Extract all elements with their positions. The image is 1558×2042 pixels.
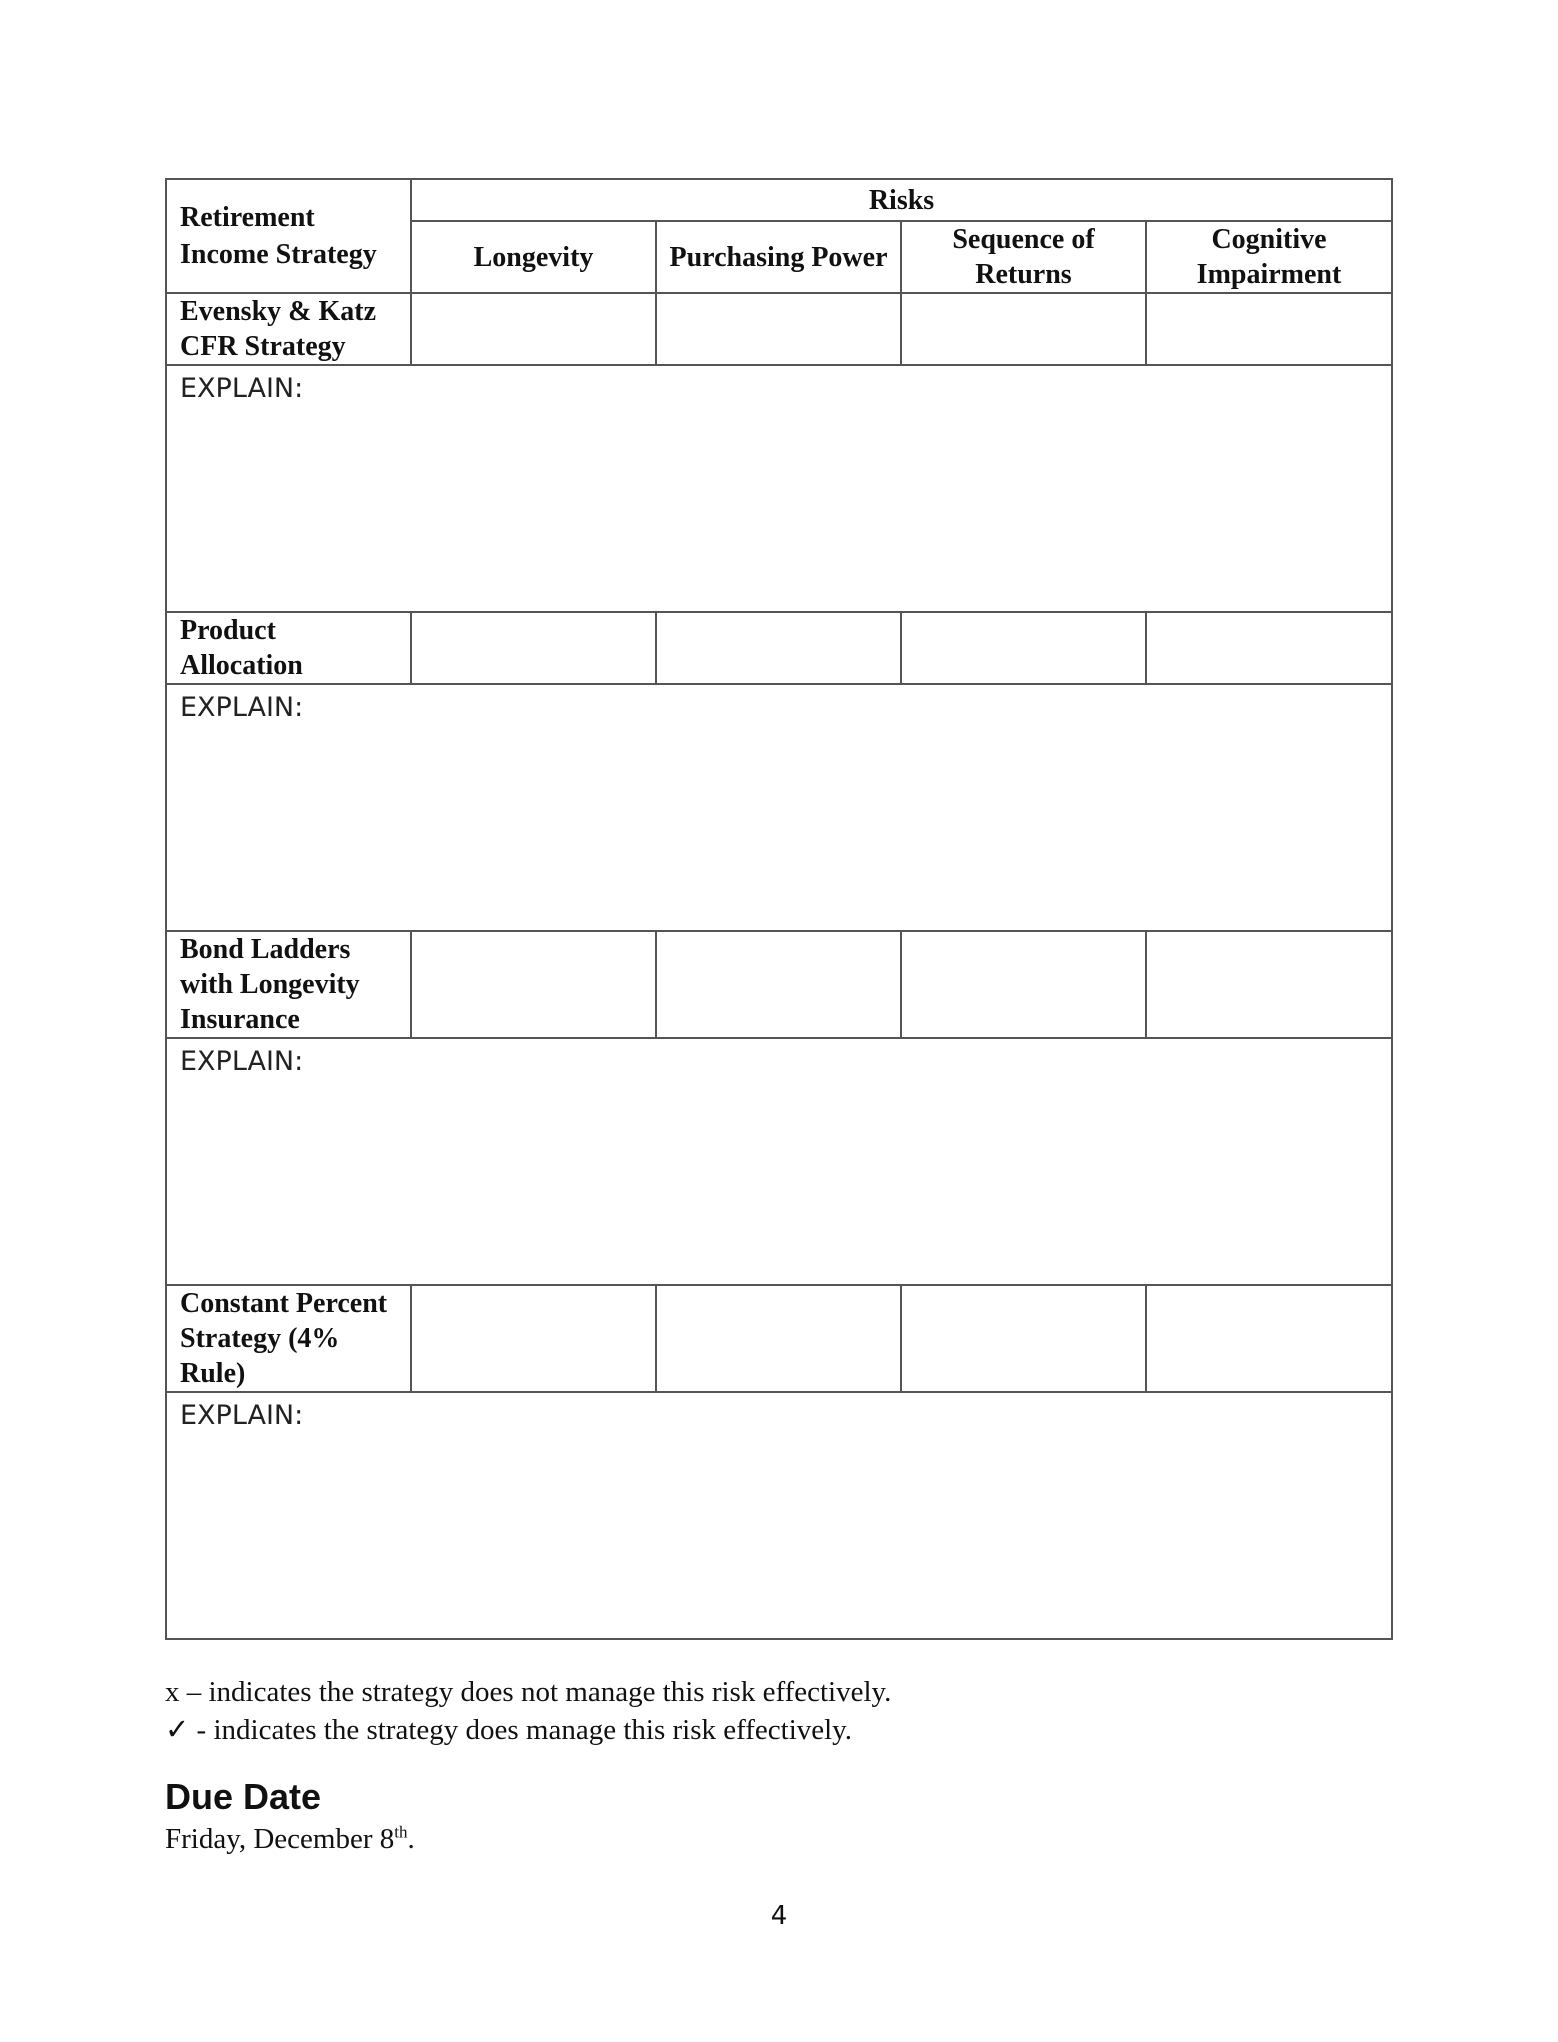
risk-header-sequence-of-returns: Sequence of Returns [901, 221, 1146, 293]
explain-box[interactable]: EXPLAIN: [166, 1038, 1392, 1285]
rating-cell-cognitive-impairment[interactable] [1146, 931, 1392, 1038]
rating-cell-sequence-of-returns[interactable] [901, 1285, 1146, 1392]
rating-cell-purchasing-power[interactable] [656, 931, 901, 1038]
legend-x-line: x – indicates the strategy does not manage this risk effectively. [165, 1676, 892, 1708]
risks-group-header: Risks [411, 179, 1392, 221]
rating-cell-sequence-of-returns[interactable] [901, 293, 1146, 365]
table-row [166, 1285, 1392, 1392]
rating-cell-sequence-of-returns[interactable] [901, 931, 1146, 1038]
due-date-end: . [407, 1823, 415, 1855]
explain-box[interactable]: EXPLAIN: [166, 684, 1392, 931]
risk-header-cognitive-impairment: Cognitive Impairment [1146, 221, 1392, 293]
rating-cell-cognitive-impairment[interactable] [1146, 1285, 1392, 1392]
explain-box[interactable]: EXPLAIN: [166, 365, 1392, 612]
page-number: 4 [770, 1901, 788, 1931]
strategy-name: Bond Ladders with Longevity Insurance [166, 931, 411, 1038]
rating-cell-longevity[interactable] [411, 293, 656, 365]
rating-cell-sequence-of-returns[interactable] [901, 612, 1146, 684]
rating-cell-longevity[interactable] [411, 931, 656, 1038]
due-date-heading: Due Date [165, 1776, 322, 1817]
table-row [166, 293, 1392, 365]
legend [165, 1673, 891, 1749]
rating-cell-cognitive-impairment[interactable] [1146, 612, 1392, 684]
rating-cell-longevity[interactable] [411, 612, 656, 684]
risk-header-longevity: Longevity [411, 221, 656, 293]
legend-check-line: ✓ - indicates the strategy does manage this risk effectively. [165, 1714, 853, 1746]
due-date-text: Friday, December 8 [165, 1823, 395, 1855]
rating-cell-cognitive-impairment[interactable] [1146, 293, 1392, 365]
table-row [166, 612, 1392, 684]
rating-cell-purchasing-power[interactable] [656, 612, 901, 684]
strategy-name: Product Allocation [166, 612, 411, 684]
due-date-suffix: th [394, 1822, 408, 1842]
risk-header-purchasing-power: Purchasing Power [656, 221, 901, 293]
strategy-name: Constant Percent Strategy (4% Rule) [166, 1285, 411, 1392]
strategy-name: Evensky & Katz CFR Strategy [166, 293, 411, 365]
risk-assessment-table [165, 178, 1393, 1640]
table-row [166, 931, 1392, 1038]
rating-cell-longevity[interactable] [411, 1285, 656, 1392]
explain-box[interactable]: EXPLAIN: [166, 1392, 1392, 1639]
rating-cell-purchasing-power[interactable] [656, 293, 901, 365]
due-date-value [165, 1820, 415, 1858]
rating-cell-purchasing-power[interactable] [656, 1285, 901, 1392]
strategy-column-header: Retirement Income Strategy [166, 179, 411, 293]
